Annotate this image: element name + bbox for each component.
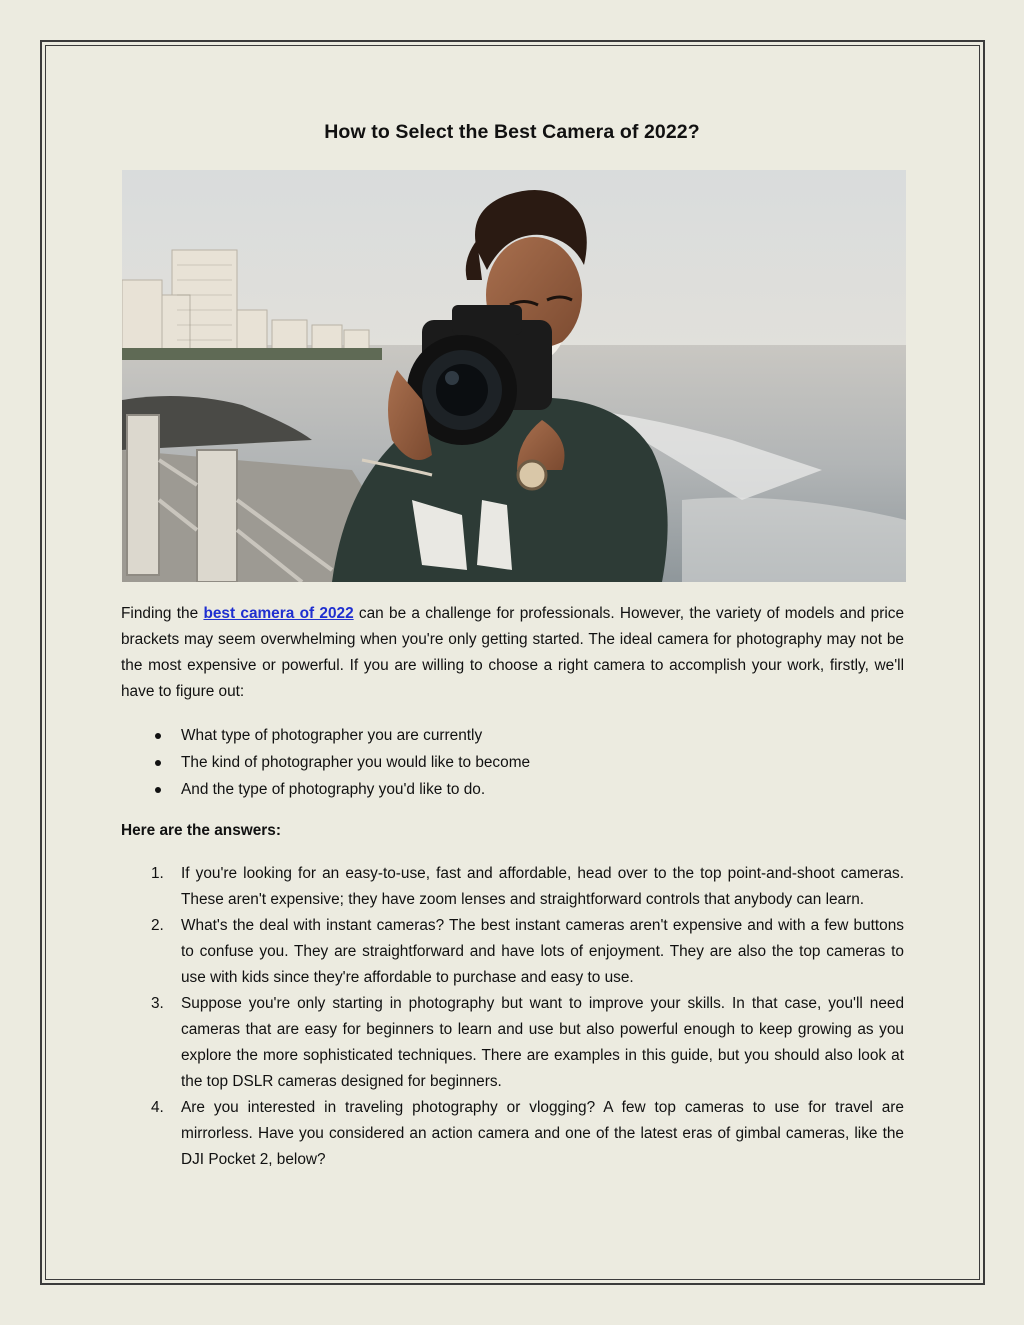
bullet-text: What type of photographer you are currently [181, 727, 483, 744]
bullet-icon [155, 733, 161, 739]
bullet-item [121, 776, 904, 803]
bullet-icon [155, 760, 161, 766]
bullet-list [121, 722, 904, 803]
answer-number: 4. [151, 1099, 164, 1116]
answer-number: 2. [151, 917, 164, 934]
intro-text-before: Finding the [121, 605, 204, 622]
answer-number: 1. [151, 865, 164, 882]
bullet-item [121, 722, 904, 749]
answer-item [121, 991, 904, 1095]
bullet-text: The kind of photographer you would like to become [181, 754, 531, 771]
answer-text: Suppose you're only starting in photography but want to improve your skills. In that case, you'll need cameras that are easy for beginners to learn and use but also powerful enough to keep growing as you explore the more sophisticated techniques. There are examples in this guide, but you should also look at the top DSLR cameras designed for beginners. [181, 995, 904, 1090]
intro-paragraph [121, 601, 904, 705]
answer-item [121, 861, 904, 913]
hero-image [122, 170, 906, 582]
answer-item [121, 913, 904, 991]
intro-text-after: can be a challenge for professionals. However, the variety of models and price brackets may seem overwhelming when you're only getting started. The ideal camera for photography may not be the most expensive or powerful. If you are willing to choose a right camera to accomplish your work, firstly, we'll have to figure out: [121, 605, 905, 700]
answers-list [121, 861, 904, 1173]
answer-text: What's the deal with instant cameras? The best instant cameras aren't expensive and with a few buttons to confuse you. They are straightforward and have lots of enjoyment. They are also the top cameras to use with kids since they're affordable to purchase and easy to use. [181, 917, 904, 986]
bullet-text: And the type of photography you'd like to do. [181, 781, 486, 798]
answer-number: 3. [151, 995, 164, 1012]
answer-text: Are you interested in traveling photography or vlogging? A few top cameras to use for travel are mirrorless. Have you considered an action camera and one of the latest eras of gimbal cameras, like the DJI Pocket 2, below? [181, 1099, 904, 1168]
answers-heading: Here are the answers: [121, 822, 281, 839]
answer-text: If you're looking for an easy-to-use, fast and affordable, head over to the top point-and-shoot cameras. These aren't expensive; they have zoom lenses and straightforward controls that anybody can learn. [181, 865, 904, 908]
bullet-icon [155, 787, 161, 793]
answer-item [121, 1095, 904, 1173]
best-camera-link[interactable]: best camera of 2022 [203, 605, 354, 622]
page-title: How to Select the Best Camera of 2022? [324, 121, 700, 143]
bullet-item [121, 749, 904, 776]
